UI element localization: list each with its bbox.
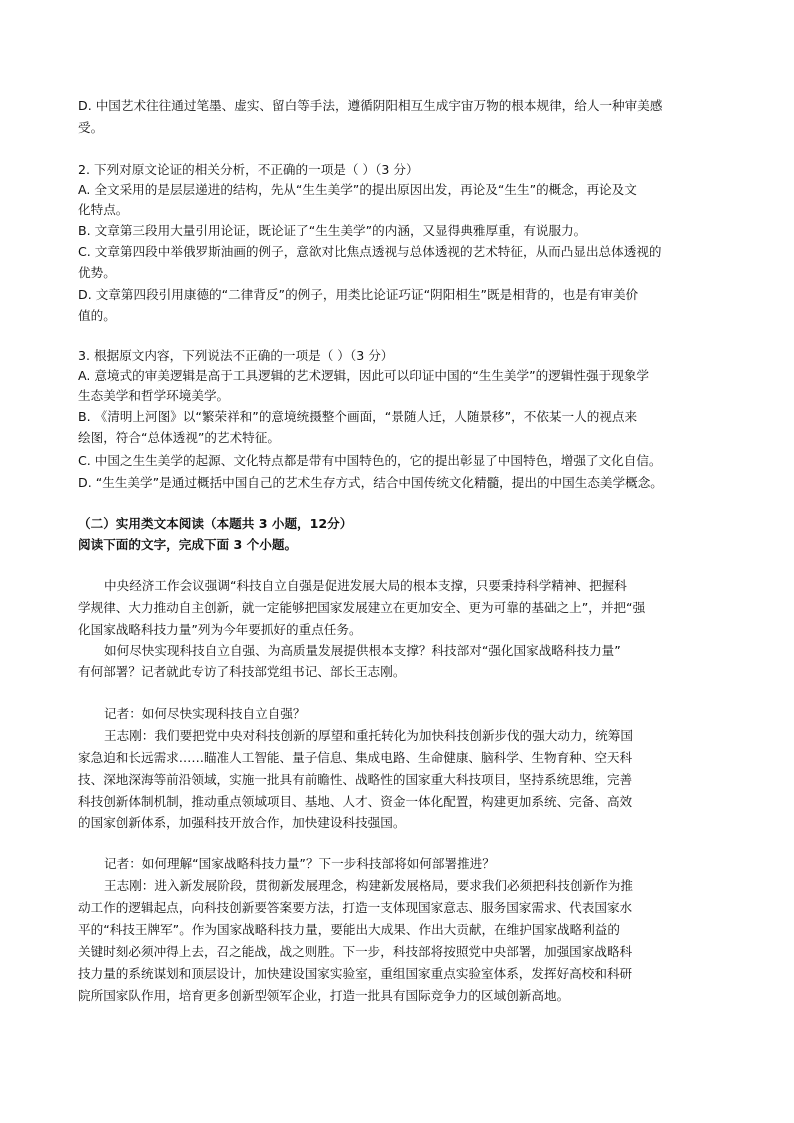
q3-option-b-line1: B. 《清明上河图》以“繁荣祥和”的意境统摄整个画面，“景随人迁，人随景移”，不依某一人的视点来 [78,409,638,424]
q2-option-c-line1: C. 文章第四段中举俄罗斯油画的例子，意欲对比焦点透视与总体透视的艺术特征，从而凸显出总体透视的 [78,244,662,259]
q2-option-a-line1: A. 全文采用的是层层递进的结构，先从“生生美学”的提出原因出发，再论及“生生”的概念，再论及文 [78,182,637,197]
section2-title: （二）实用类文本阅读（本题共 3 小题，12分） [78,516,353,531]
answer-b-line4: 关键时刻必须冲得上去，召之能战，战之则胜。下一步，科技部将按照党中央部署，加强国家战略科 [78,944,633,959]
para2-line2: 有何部署？记者就此专访了科技部党组书记、部长王志刚。 [78,664,406,679]
q2-option-d-line1: D. 文章第四段引用康德的“二律背反”的例子，用类比论证巧证“阴阳相生”既是相背的，也是有审美价 [78,287,639,302]
answer-a-line5: 的国家创新体系，加强科技开放合作，加快建设科技强国。 [78,815,406,830]
answer-b-line2: 动工作的逻辑起点，向科技创新要答案要方法，打造一支体现国家意志、服务国家需求、代表国家水 [78,900,633,915]
q2-option-c-line2: 优势。 [78,265,116,280]
reporter-question-a: 记者：如何尽快实现科技自立自强？ [104,706,306,721]
q3-option-a-line1: A. 意境式的审美逻辑是高于工具逻辑的艺术逻辑，因此可以印证中国的“生生美学”的逻辑性强于现象学 [78,368,649,383]
answer-b-line3: 平的“科技王牌军”。作为国家战略科技力量，要能出大成果、作出大贡献，在维护国家战略利益的 [78,922,620,937]
answer-a-line4: 科技创新体制机制，推动重点领域项目、基地、人才、资金一体化配置，构建更加系统、完备、高效 [78,794,633,809]
q3-option-d: D. “生生美学”是通过概括中国自己的艺术生存方式，结合中国传统文化精髓，提出的中国生态美学概念。 [78,475,663,490]
q1-option-d-line1: D. 中国艺术往往通过笔墨、虚实、留白等手法，遵循阴阳相互生成宇宙万物的根本规律，给人一种审美感 [78,98,663,113]
para1-line1: 中央经济工作会议强调“科技自立自强是促进发展大局的根本支撑，只要秉持科学精神、把握科 [104,578,627,593]
q3-option-b-line2: 绘图，符合“总体透视”的艺术特征。 [78,430,280,445]
para2-line1: 如何尽快实现科技自立自强、为高质量发展提供根本支撑？科技部对“强化国家战略科技力量” [104,643,621,658]
q3-option-c: C. 中国之生生美学的起源、文化特点都是带有中国特色的，它的提出彰显了中国特色，增强了文化自信。 [78,453,662,468]
q3-stem: 3. 根据原文内容，下列说法不正确的一项是（ ）（3 分） [78,348,394,363]
answer-a-line2: 家急迫和长远需求……瞄准人工智能、量子信息、集成电路、生命健康、脑科学、生物育种、空天科 [78,750,633,765]
section2-instruction: 阅读下面的文字，完成下面 3 个小题。 [78,537,298,552]
answer-a-line1: 王志刚：我们要把党中央对科技创新的厚望和重托转化为加快科技创新步伐的强大动力，统筹国 [104,728,633,743]
answer-a-line3: 技、深地深海等前沿领域，实施一批具有前瞻性、战略性的国家重大科技项目，坚持系统思维，完善 [78,772,633,787]
para1-line3: 化国家战略科技力量”列为今年要抓好的重点任务。 [78,622,362,637]
q1-option-d-line2: 受。 [78,120,104,135]
answer-b-line1: 王志刚：进入新发展阶段，贯彻新发展理念，构建新发展格局，要求我们必须把科技创新作为推 [104,878,633,893]
answer-b-line6: 院所国家队作用，培育更多创新型领军企业，打造一批具有国际竞争力的区域创新高地。 [78,988,570,1003]
q2-stem: 2. 下列对原文论证的相关分析，不正确的一项是（ ）（3 分） [78,162,419,177]
q2-option-b: B. 文章第三段用大量引用论证，既论证了“生生美学”的内涵，又显得典雅厚重，有说服力。 [78,223,587,238]
q2-option-a-line2: 化特点。 [78,202,129,217]
para1-line2: 学规律、大力推动自主创新，就一定能够把国家发展建立在更加安全、更为可靠的基础之上”，并把“强 [78,600,646,615]
answer-b-line5: 技力量的系统谋划和顶层设计，加快建设国家实验室，重组国家重点实验室体系，发挥好高校和科研 [78,966,633,981]
reporter-question-b: 记者：如何理解“国家战略科技力量”？下一步科技部将如何部署推进？ [104,856,495,871]
q2-option-d-line2: 值的。 [78,308,116,323]
q3-option-a-line2: 生态美学和哲学环境美学。 [78,388,230,403]
